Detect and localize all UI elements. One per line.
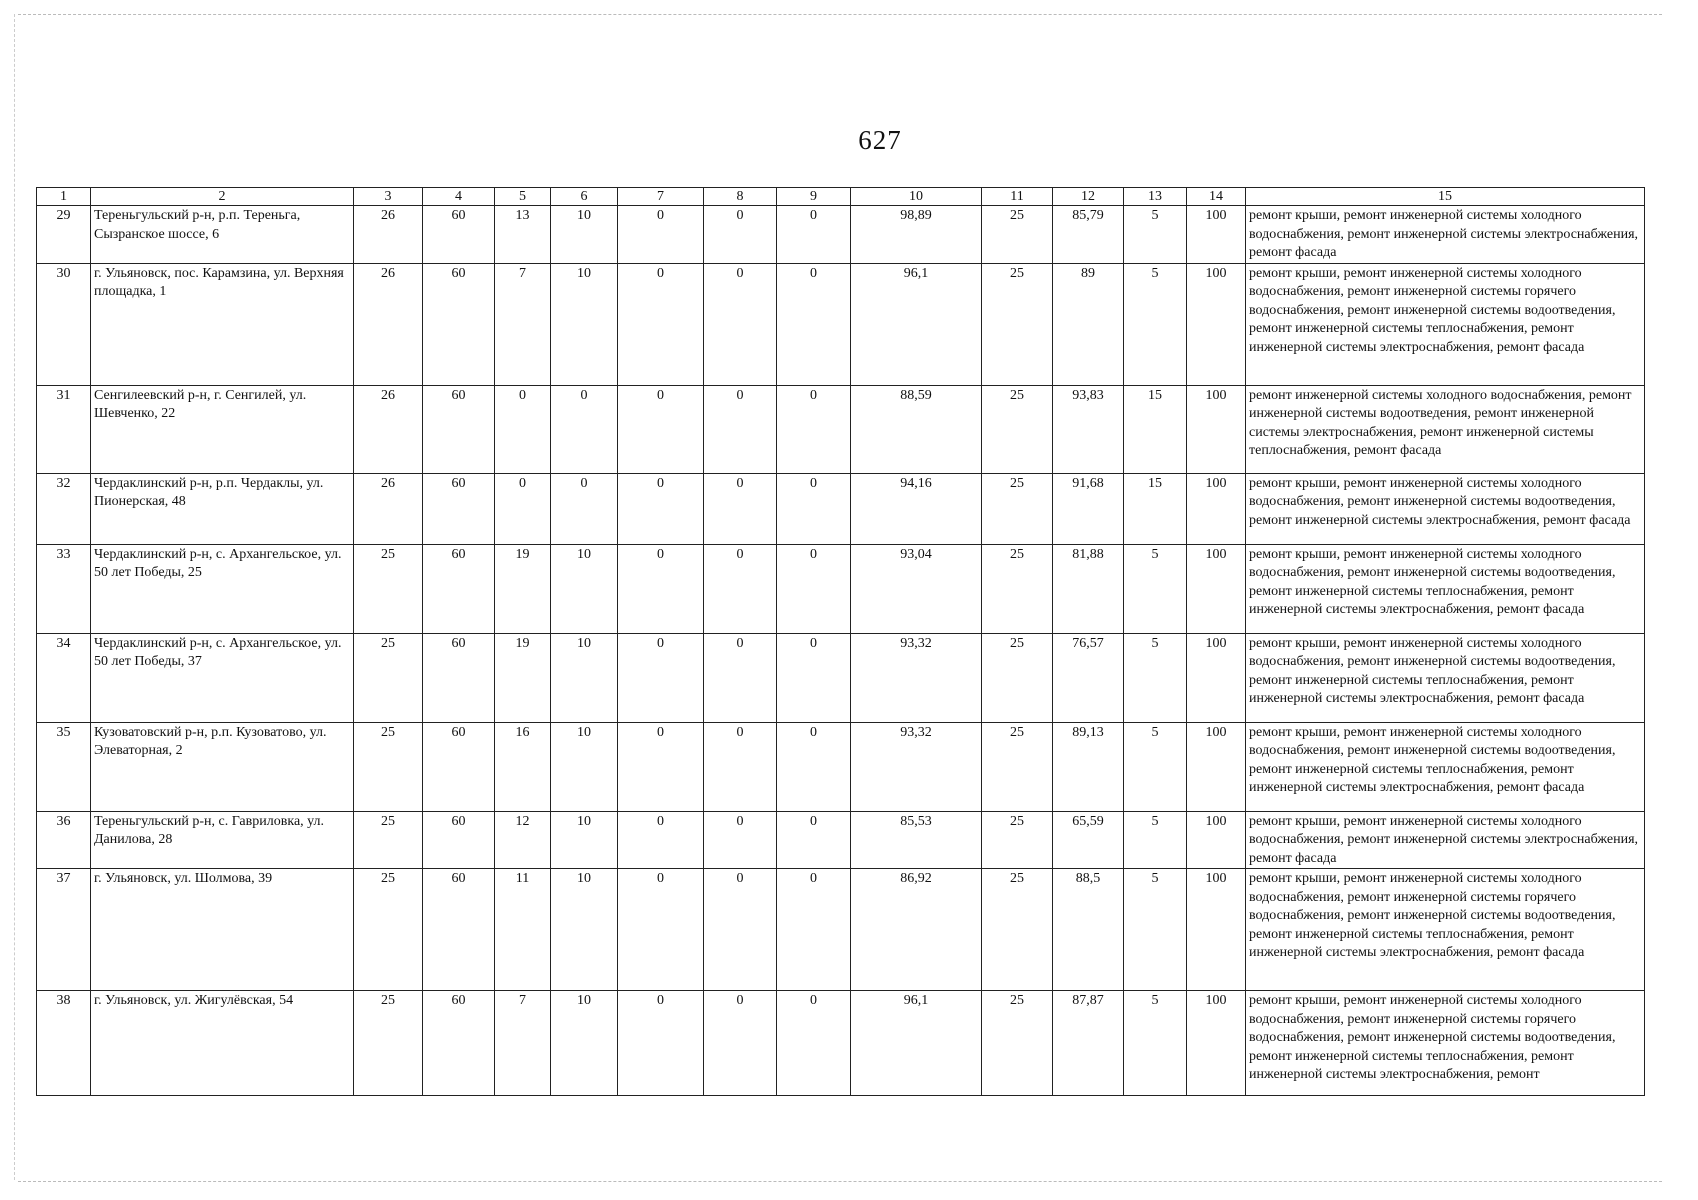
value-cell: 0 — [777, 206, 851, 264]
column-header: 2 — [91, 188, 354, 206]
value-cell: 10 — [551, 263, 618, 385]
address-cell: г. Ульяновск, ул. Шолмова, 39 — [91, 869, 354, 991]
value-cell: 5 — [1124, 991, 1187, 1096]
value-cell: 60 — [423, 385, 495, 473]
address-cell: Чердаклинский р-н, с. Архангельское, ул. 50 лет Победы, 37 — [91, 633, 354, 722]
table-row — [37, 473, 1645, 544]
address-cell: Кузоватовский р-н, р.п. Кузоватово, ул. Элеваторная, 2 — [91, 722, 354, 811]
value-cell: 0 — [704, 991, 777, 1096]
value-cell: 60 — [423, 544, 495, 633]
value-cell: 88,59 — [851, 385, 982, 473]
value-cell: 25 — [982, 263, 1053, 385]
value-cell: 0 — [618, 869, 704, 991]
column-header: 5 — [495, 188, 551, 206]
works-cell: ремонт крыши, ремонт инженерной системы холодного водоснабжения, ремонт инженерной системы водоотведения, ремонт инженерной системы электроснабжения, ремонт фасада — [1246, 473, 1645, 544]
value-cell: 7 — [495, 263, 551, 385]
works-cell: ремонт крыши, ремонт инженерной системы холодного водоснабжения, ремонт инженерной системы электроснабжения, ремонт фасада — [1246, 811, 1645, 869]
value-cell: 0 — [777, 991, 851, 1096]
scan-edge-left — [14, 14, 15, 1180]
address-cell: Сенгилеевский р-н, г. Сенгилей, ул. Шевченко, 22 — [91, 385, 354, 473]
value-cell: 10 — [551, 633, 618, 722]
value-cell: 93,83 — [1053, 385, 1124, 473]
value-cell: 85,53 — [851, 811, 982, 869]
value-cell: 60 — [423, 263, 495, 385]
value-cell: 26 — [354, 385, 423, 473]
value-cell: 25 — [354, 633, 423, 722]
value-cell: 100 — [1187, 869, 1246, 991]
value-cell: 60 — [423, 722, 495, 811]
address-cell: г. Ульяновск, пос. Карамзина, ул. Верхняя площадка, 1 — [91, 263, 354, 385]
value-cell: 0 — [618, 544, 704, 633]
value-cell: 0 — [618, 206, 704, 264]
value-cell: 94,16 — [851, 473, 982, 544]
value-cell: 0 — [777, 473, 851, 544]
works-cell: ремонт инженерной системы холодного водоснабжения, ремонт инженерной системы водоотведения, ремонт инженерной системы электроснабжения, ремонт инженерной системы теплоснабжения, ремонт фасада — [1246, 385, 1645, 473]
works-cell: ремонт крыши, ремонт инженерной системы холодного водоснабжения, ремонт инженерной системы горячего водоснабжения, ремонт инженерной системы водоотведения, ремонт инженерной системы теплоснабжения, ремонт инженерной системы электроснабжения, ремонт — [1246, 991, 1645, 1096]
column-header: 4 — [423, 188, 495, 206]
value-cell: 0 — [777, 633, 851, 722]
table-row — [37, 544, 1645, 633]
row-number: 31 — [37, 385, 91, 473]
value-cell: 16 — [495, 722, 551, 811]
column-header: 11 — [982, 188, 1053, 206]
column-header: 15 — [1246, 188, 1645, 206]
value-cell: 25 — [354, 722, 423, 811]
value-cell: 100 — [1187, 544, 1246, 633]
table-row — [37, 869, 1645, 991]
row-number: 36 — [37, 811, 91, 869]
value-cell: 60 — [423, 991, 495, 1096]
value-cell: 0 — [618, 722, 704, 811]
value-cell: 5 — [1124, 206, 1187, 264]
value-cell: 0 — [618, 811, 704, 869]
value-cell: 60 — [423, 869, 495, 991]
table-row — [37, 263, 1645, 385]
table-row — [37, 991, 1645, 1096]
value-cell: 0 — [618, 633, 704, 722]
value-cell: 76,57 — [1053, 633, 1124, 722]
value-cell: 10 — [551, 722, 618, 811]
table-row — [37, 633, 1645, 722]
value-cell: 25 — [982, 811, 1053, 869]
value-cell: 100 — [1187, 385, 1246, 473]
column-header: 13 — [1124, 188, 1187, 206]
column-header: 3 — [354, 188, 423, 206]
value-cell: 60 — [423, 633, 495, 722]
value-cell: 0 — [618, 473, 704, 544]
value-cell: 0 — [777, 811, 851, 869]
column-header: 9 — [777, 188, 851, 206]
value-cell: 0 — [551, 473, 618, 544]
table-row — [37, 206, 1645, 264]
value-cell: 25 — [982, 385, 1053, 473]
scan-edge-top — [18, 14, 1662, 15]
value-cell: 25 — [982, 722, 1053, 811]
value-cell: 10 — [551, 991, 618, 1096]
row-number: 32 — [37, 473, 91, 544]
column-header: 10 — [851, 188, 982, 206]
value-cell: 25 — [982, 991, 1053, 1096]
column-header: 7 — [618, 188, 704, 206]
value-cell: 65,59 — [1053, 811, 1124, 869]
value-cell: 26 — [354, 263, 423, 385]
value-cell: 60 — [423, 811, 495, 869]
value-cell: 5 — [1124, 722, 1187, 811]
value-cell: 60 — [423, 206, 495, 264]
value-cell: 25 — [982, 869, 1053, 991]
value-cell: 25 — [354, 991, 423, 1096]
value-cell: 87,87 — [1053, 991, 1124, 1096]
value-cell: 0 — [495, 473, 551, 544]
value-cell: 19 — [495, 544, 551, 633]
address-cell: Тереньгульский р-н, р.п. Тереньга, Сызранское шоссе, 6 — [91, 206, 354, 264]
value-cell: 25 — [354, 811, 423, 869]
value-cell: 15 — [1124, 473, 1187, 544]
value-cell: 96,1 — [851, 263, 982, 385]
value-cell: 5 — [1124, 544, 1187, 633]
row-number: 30 — [37, 263, 91, 385]
table-body — [37, 188, 1645, 1096]
works-cell: ремонт крыши, ремонт инженерной системы холодного водоснабжения, ремонт инженерной системы горячего водоснабжения, ремонт инженерной системы водоотведения, ремонт инженерной системы теплоснабжения, ремонт инженерной системы электроснабжения, ремонт фасада — [1246, 869, 1645, 991]
value-cell: 0 — [704, 473, 777, 544]
column-header: 6 — [551, 188, 618, 206]
value-cell: 25 — [982, 473, 1053, 544]
value-cell: 0 — [704, 385, 777, 473]
value-cell: 0 — [704, 544, 777, 633]
value-cell: 86,92 — [851, 869, 982, 991]
value-cell: 5 — [1124, 811, 1187, 869]
value-cell: 0 — [704, 263, 777, 385]
works-cell: ремонт крыши, ремонт инженерной системы холодного водоснабжения, ремонт инженерной системы водоотведения, ремонт инженерной системы теплоснабжения, ремонт инженерной системы электроснабжения, ремонт фасада — [1246, 544, 1645, 633]
row-number: 34 — [37, 633, 91, 722]
value-cell: 5 — [1124, 633, 1187, 722]
works-cell: ремонт крыши, ремонт инженерной системы холодного водоснабжения, ремонт инженерной системы электроснабжения, ремонт фасада — [1246, 206, 1645, 264]
value-cell: 0 — [777, 722, 851, 811]
address-cell: Чердаклинский р-н, с. Архангельское, ул. 50 лет Победы, 25 — [91, 544, 354, 633]
value-cell: 100 — [1187, 633, 1246, 722]
value-cell: 100 — [1187, 991, 1246, 1096]
table-header-row — [37, 188, 1645, 206]
value-cell: 100 — [1187, 722, 1246, 811]
works-cell: ремонт крыши, ремонт инженерной системы холодного водоснабжения, ремонт инженерной системы водоотведения, ремонт инженерной системы теплоснабжения, ремонт инженерной системы электроснабжения, ремонт фасада — [1246, 722, 1645, 811]
value-cell: 5 — [1124, 869, 1187, 991]
value-cell: 98,89 — [851, 206, 982, 264]
value-cell: 0 — [777, 544, 851, 633]
value-cell: 0 — [618, 991, 704, 1096]
table-row — [37, 722, 1645, 811]
row-number: 37 — [37, 869, 91, 991]
registry-table — [36, 187, 1645, 1096]
value-cell: 81,88 — [1053, 544, 1124, 633]
value-cell: 26 — [354, 206, 423, 264]
value-cell: 0 — [551, 385, 618, 473]
row-number: 33 — [37, 544, 91, 633]
column-header: 1 — [37, 188, 91, 206]
value-cell: 10 — [551, 811, 618, 869]
value-cell: 26 — [354, 473, 423, 544]
value-cell: 85,79 — [1053, 206, 1124, 264]
value-cell: 25 — [354, 869, 423, 991]
works-cell: ремонт крыши, ремонт инженерной системы холодного водоснабжения, ремонт инженерной системы горячего водоснабжения, ремонт инженерной системы водоотведения, ремонт инженерной системы теплоснабжения, ремонт инженерной системы электроснабжения, ремонт фасада — [1246, 263, 1645, 385]
value-cell: 96,1 — [851, 991, 982, 1096]
value-cell: 0 — [777, 869, 851, 991]
value-cell: 0 — [618, 263, 704, 385]
works-cell: ремонт крыши, ремонт инженерной системы холодного водоснабжения, ремонт инженерной системы водоотведения, ремонт инженерной системы теплоснабжения, ремонт инженерной системы электроснабжения, ремонт фасада — [1246, 633, 1645, 722]
address-cell: г. Ульяновск, ул. Жигулёвская, 54 — [91, 991, 354, 1096]
row-number: 38 — [37, 991, 91, 1096]
value-cell: 88,5 — [1053, 869, 1124, 991]
value-cell: 0 — [618, 385, 704, 473]
table-row — [37, 811, 1645, 869]
value-cell: 93,32 — [851, 633, 982, 722]
value-cell: 10 — [551, 544, 618, 633]
value-cell: 60 — [423, 473, 495, 544]
value-cell: 5 — [1124, 263, 1187, 385]
value-cell: 89 — [1053, 263, 1124, 385]
value-cell: 0 — [777, 385, 851, 473]
row-number: 29 — [37, 206, 91, 264]
value-cell: 0 — [704, 869, 777, 991]
value-cell: 100 — [1187, 473, 1246, 544]
value-cell: 0 — [704, 722, 777, 811]
row-number: 35 — [37, 722, 91, 811]
value-cell: 91,68 — [1053, 473, 1124, 544]
value-cell: 25 — [982, 206, 1053, 264]
table-row — [37, 385, 1645, 473]
value-cell: 93,32 — [851, 722, 982, 811]
column-header: 14 — [1187, 188, 1246, 206]
value-cell: 25 — [982, 544, 1053, 633]
value-cell: 89,13 — [1053, 722, 1124, 811]
value-cell: 25 — [982, 633, 1053, 722]
column-header: 8 — [704, 188, 777, 206]
value-cell: 93,04 — [851, 544, 982, 633]
value-cell: 11 — [495, 869, 551, 991]
value-cell: 0 — [704, 206, 777, 264]
value-cell: 100 — [1187, 811, 1246, 869]
address-cell: Тереньгульский р-н, с. Гавриловка, ул. Данилова, 28 — [91, 811, 354, 869]
value-cell: 0 — [704, 633, 777, 722]
value-cell: 10 — [551, 206, 618, 264]
value-cell: 0 — [495, 385, 551, 473]
value-cell: 100 — [1187, 263, 1246, 385]
scan-edge-bottom — [18, 1181, 1662, 1182]
value-cell: 13 — [495, 206, 551, 264]
value-cell: 10 — [551, 869, 618, 991]
value-cell: 0 — [777, 263, 851, 385]
column-header: 12 — [1053, 188, 1124, 206]
value-cell: 12 — [495, 811, 551, 869]
value-cell: 0 — [704, 811, 777, 869]
value-cell: 7 — [495, 991, 551, 1096]
value-cell: 19 — [495, 633, 551, 722]
address-cell: Чердаклинский р-н, р.п. Чердаклы, ул. Пионерская, 48 — [91, 473, 354, 544]
value-cell: 25 — [354, 544, 423, 633]
value-cell: 15 — [1124, 385, 1187, 473]
value-cell: 100 — [1187, 206, 1246, 264]
page-number: 627 — [858, 125, 902, 155]
